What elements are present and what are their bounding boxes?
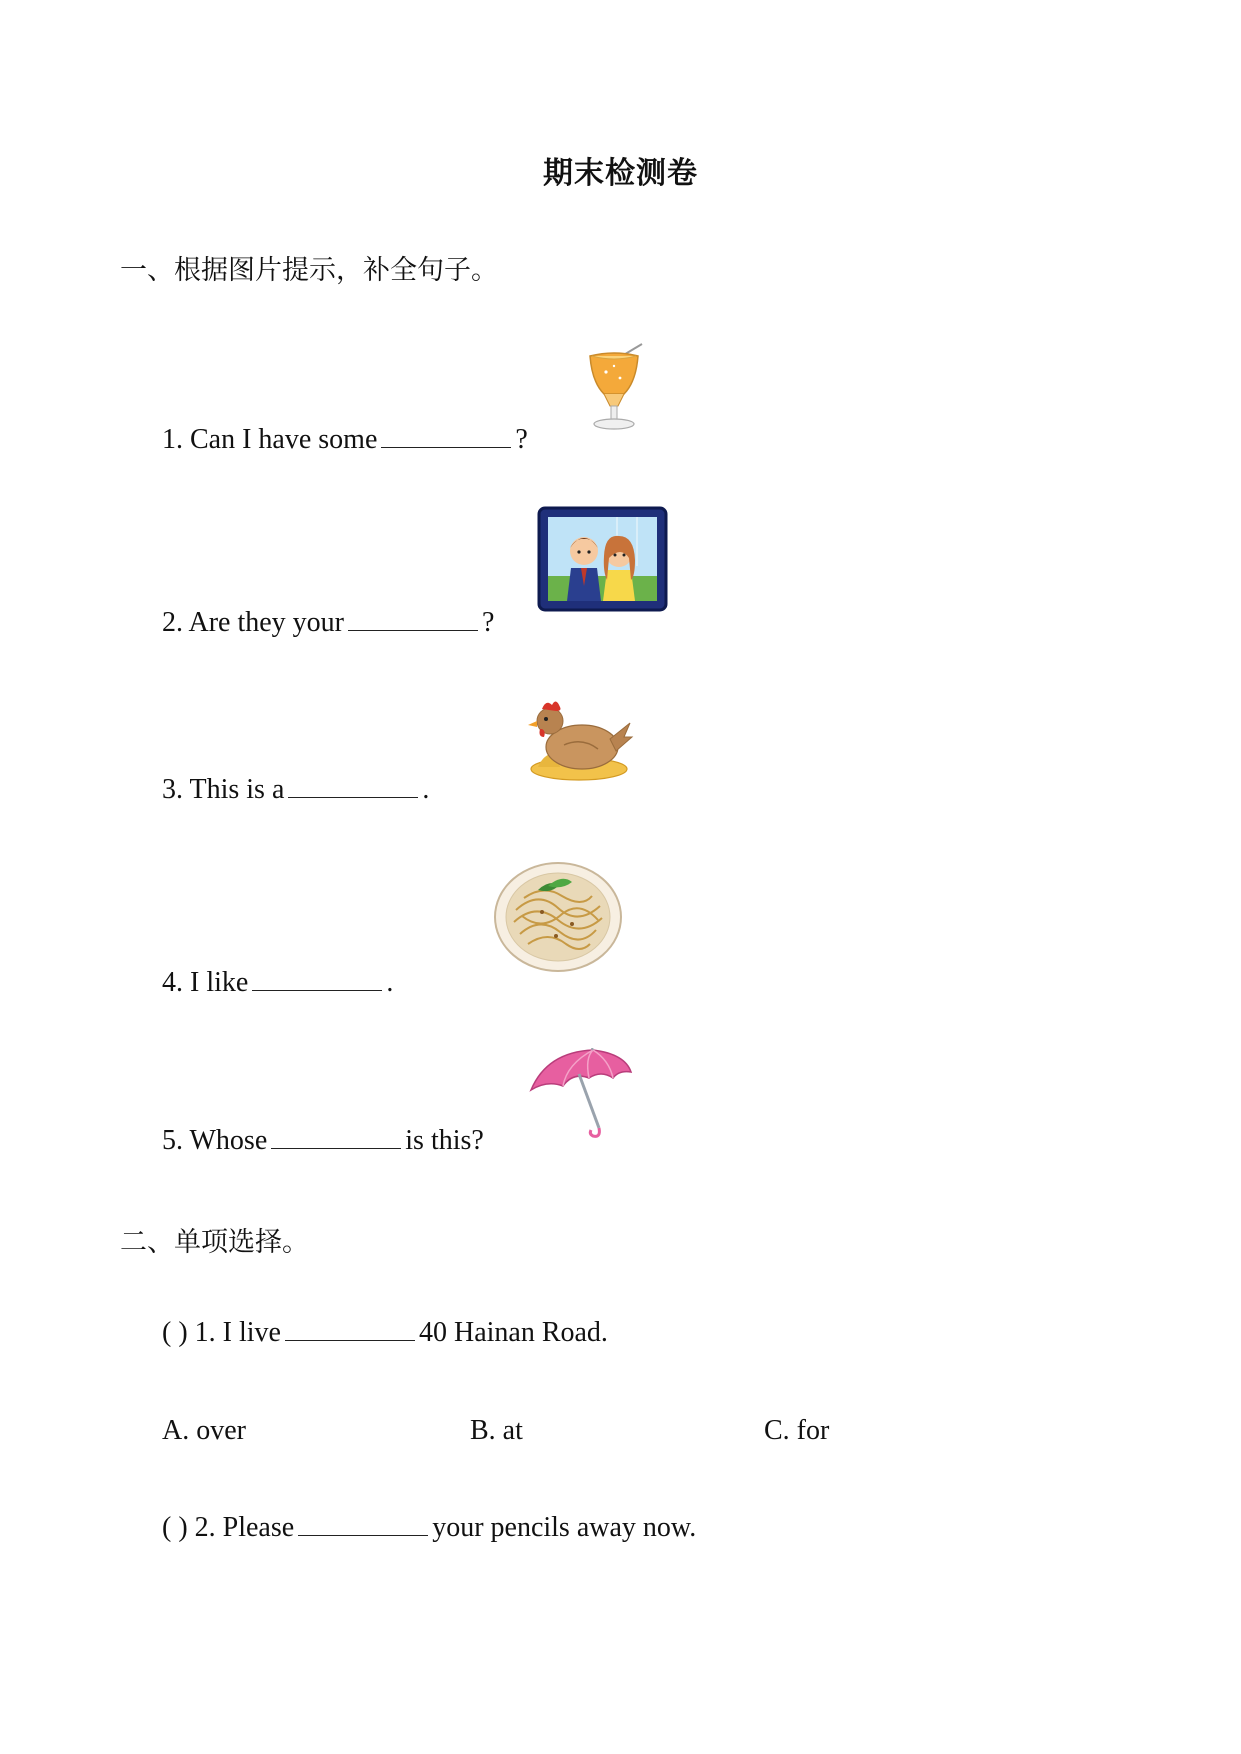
answer-blank[interactable] [348,608,478,631]
question-text-end: ? [481,607,495,638]
hen-icon [524,693,634,783]
answer-blank[interactable] [252,968,382,991]
parents-photo-icon [537,506,668,612]
question-number: 5. [162,1125,183,1156]
s2-question-1 [162,1317,608,1349]
s1-question-2 [162,607,494,639]
s1-question-4 [162,967,393,999]
page-title: 期末检测卷 [543,156,698,191]
option-b[interactable]: B. at [470,1415,523,1446]
answer-blank[interactable] [285,1318,415,1341]
question-number: 2. [162,607,183,638]
option-a[interactable]: A. over [162,1415,246,1446]
s1-question-3 [162,774,429,806]
answer-blank[interactable] [288,775,418,798]
question-text: Can I have some [190,424,378,455]
question-number: 1. [162,424,183,455]
answer-parentheses[interactable]: ( ) [162,1512,188,1543]
question-number: 3. [162,774,183,805]
question-number: 4. [162,967,183,998]
answer-blank[interactable] [271,1126,401,1149]
question-text: Please [222,1512,295,1543]
answer-blank[interactable] [381,425,511,448]
s2-question-2 [162,1512,696,1544]
question-number: 2. [194,1512,216,1543]
s1-question-5 [162,1125,484,1157]
question-text: I live [222,1317,281,1348]
section-2-heading: 二、单项选择。 [120,1227,309,1258]
question-text-end: is this? [405,1125,484,1156]
answer-parentheses[interactable]: ( ) [162,1317,188,1348]
question-text: This is a [189,774,285,805]
question-text: Whose [189,1125,268,1156]
umbrella-icon [527,1048,633,1140]
noodles-plate-icon [492,860,624,974]
question-text: I like [190,967,249,998]
section-1-heading: 一、根据图片提示，补全句子。 [120,255,498,286]
question-text-end: your pencils away now. [432,1512,697,1543]
question-text-end: 40 Hainan Road. [418,1317,608,1348]
s1-question-1 [162,424,528,456]
question-number: 1. [194,1317,216,1348]
question-text-end: . [386,967,394,998]
question-text: Are they your [188,607,344,638]
question-text-end: . [422,774,430,805]
juice-glass-icon [584,342,646,432]
answer-blank[interactable] [298,1513,428,1536]
option-c[interactable]: C. for [764,1415,830,1446]
question-text-end: ? [515,424,528,455]
